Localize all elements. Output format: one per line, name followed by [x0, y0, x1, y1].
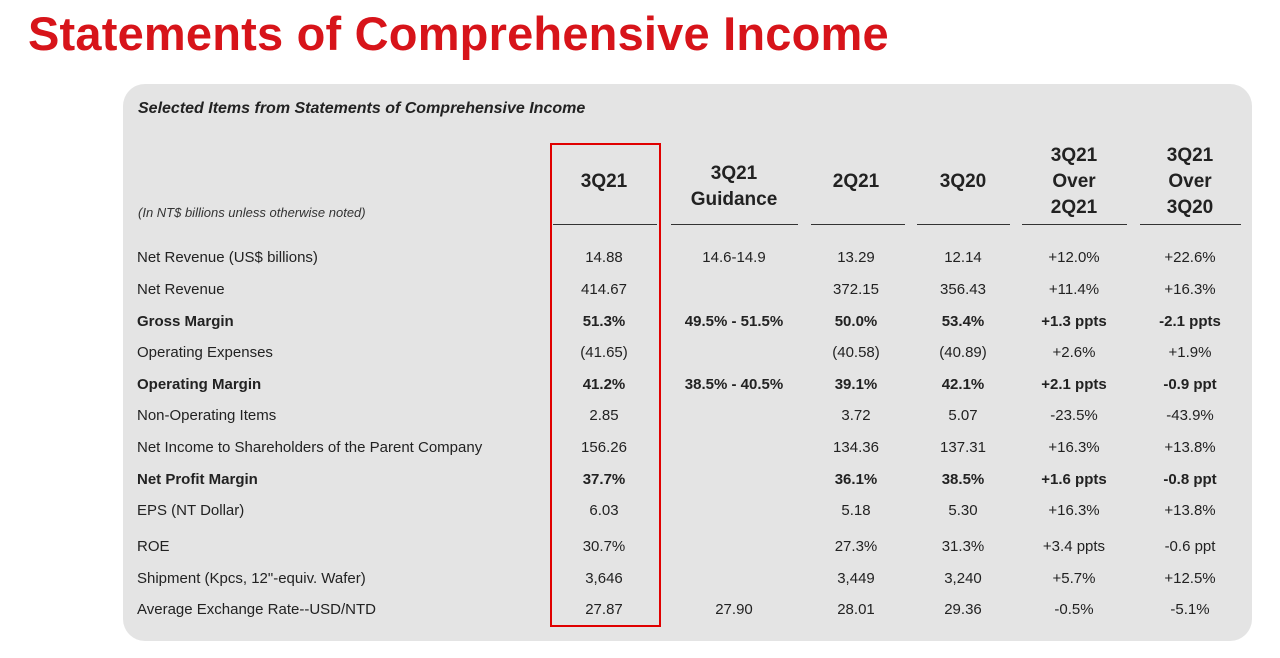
- table-cell: 5.18: [841, 502, 871, 519]
- table-cell: 51.3%: [582, 313, 626, 330]
- table-cell: 5.07: [948, 407, 978, 424]
- header-underline: [1022, 224, 1127, 225]
- table-cell: 3,646: [585, 570, 623, 587]
- table-cell: -43.9%: [1166, 407, 1214, 424]
- column-header-line: 2Q21: [1050, 197, 1098, 218]
- table-cell: +1.3 ppts: [1041, 313, 1107, 330]
- table-cell: 27.90: [715, 601, 753, 618]
- table-cell: 6.03: [589, 502, 619, 519]
- table-cell: 14.6-14.9: [702, 249, 766, 266]
- table-cell: -5.1%: [1170, 601, 1210, 618]
- column-header-line: 3Q21: [1166, 145, 1214, 166]
- table-cell: 36.1%: [834, 471, 878, 488]
- table-cell: 372.15: [833, 281, 879, 298]
- table-cell: 13.29: [837, 249, 875, 266]
- row-label: Shipment (Kpcs, 12"-equiv. Wafer): [137, 570, 366, 587]
- table-cell: +16.3%: [1048, 439, 1100, 456]
- units-note: (In NT$ billions unless otherwise noted): [138, 205, 366, 220]
- row-label: Average Exchange Rate--USD/NTD: [137, 601, 376, 618]
- table-cell: 37.7%: [582, 471, 626, 488]
- column-header-line: 2Q21: [832, 171, 880, 192]
- table-cell: 31.3%: [941, 538, 985, 555]
- column-header-line: 3Q21: [710, 163, 758, 184]
- table-cell: 414.67: [581, 281, 627, 298]
- table-cell: 3.72: [841, 407, 871, 424]
- row-label: ROE: [137, 538, 170, 555]
- table-cell: 38.5%: [941, 471, 985, 488]
- row-label: Non-Operating Items: [137, 407, 277, 424]
- table-cell: 356.43: [940, 281, 986, 298]
- highlight-box-3q21: [550, 143, 661, 627]
- table-cell: 30.7%: [582, 538, 626, 555]
- table-cell: +2.1 ppts: [1041, 376, 1107, 393]
- column-header-line: 3Q20: [939, 171, 987, 192]
- table-subtitle: Selected Items from Statements of Comprehensive Income: [138, 100, 586, 117]
- table-cell: 53.4%: [941, 313, 985, 330]
- column-header-line: Over: [1052, 171, 1096, 192]
- column-header: [669, 145, 799, 229]
- table-cell: +3.4 ppts: [1042, 538, 1106, 555]
- table-cell: (40.58): [832, 344, 880, 361]
- header-underline: [671, 224, 798, 225]
- table-cell: +1.9%: [1168, 344, 1212, 361]
- row-label: Gross Margin: [137, 313, 234, 330]
- table-cell: +16.3%: [1048, 502, 1100, 519]
- table-cell: +12.5%: [1164, 570, 1216, 587]
- table-cell: 5.30: [948, 502, 978, 519]
- table-cell: +13.8%: [1164, 502, 1216, 519]
- table-cell: 39.1%: [834, 376, 878, 393]
- table-cell: 134.36: [833, 439, 879, 456]
- row-label: Net Revenue (US$ billions): [137, 249, 318, 266]
- table-cell: 3,449: [837, 570, 875, 587]
- table-cell: 41.2%: [582, 376, 626, 393]
- table-cell: 156.26: [581, 439, 627, 456]
- table-cell: 27.3%: [834, 538, 878, 555]
- table-cell: 49.5% - 51.5%: [684, 313, 784, 330]
- table-cell: -2.1 ppts: [1159, 313, 1221, 330]
- row-label: Operating Expenses: [137, 344, 273, 361]
- row-label: Net Profit Margin: [137, 471, 258, 488]
- table-cell: +13.8%: [1164, 439, 1216, 456]
- column-header: [1009, 140, 1139, 224]
- table-cell: -0.6 ppt: [1164, 538, 1216, 555]
- header-underline: [1140, 224, 1241, 225]
- column-header-line: 3Q21: [580, 171, 628, 192]
- table-cell: +2.6%: [1052, 344, 1096, 361]
- column-header-line: Guidance: [690, 189, 778, 210]
- table-cell: 14.88: [585, 249, 623, 266]
- table-cell: 12.14: [944, 249, 982, 266]
- table-cell: 29.36: [944, 601, 982, 618]
- table-cell: 27.87: [585, 601, 623, 618]
- table-cell: 2.85: [589, 407, 619, 424]
- table-cell: (40.89): [939, 344, 987, 361]
- row-label: Net Revenue: [137, 281, 225, 298]
- column-header: [1125, 140, 1255, 224]
- table-cell: +5.7%: [1052, 570, 1096, 587]
- table-cell: 38.5% - 40.5%: [684, 376, 784, 393]
- table-cell: +1.6 ppts: [1041, 471, 1107, 488]
- table-cell: 42.1%: [941, 376, 985, 393]
- table-cell: +12.0%: [1048, 249, 1100, 266]
- row-label: EPS (NT Dollar): [137, 502, 245, 519]
- table-cell: -0.9 ppt: [1163, 376, 1217, 393]
- row-label: Net Income to Shareholders of the Parent Company: [137, 439, 483, 456]
- table-cell: -23.5%: [1050, 407, 1098, 424]
- table-cell: +11.4%: [1048, 281, 1100, 298]
- table-cell: +16.3%: [1164, 281, 1216, 298]
- table-cell: +22.6%: [1164, 249, 1216, 266]
- table-cell: 3,240: [944, 570, 982, 587]
- table-cell: -0.8 ppt: [1163, 471, 1217, 488]
- header-underline: [811, 224, 905, 225]
- column-header-line: 3Q20: [1166, 197, 1214, 218]
- table-cell: 137.31: [940, 439, 986, 456]
- table-cell: (41.65): [580, 344, 628, 361]
- page-title: Statements of Comprehensive Income: [28, 7, 889, 60]
- table-cell: -0.5%: [1054, 601, 1094, 618]
- column-header-line: Over: [1168, 171, 1212, 192]
- header-underline: [917, 224, 1010, 225]
- table-cell: 50.0%: [834, 313, 878, 330]
- row-label: Operating Margin: [137, 376, 262, 393]
- table-cell: 28.01: [837, 601, 875, 618]
- column-header-line: 3Q21: [1050, 145, 1098, 166]
